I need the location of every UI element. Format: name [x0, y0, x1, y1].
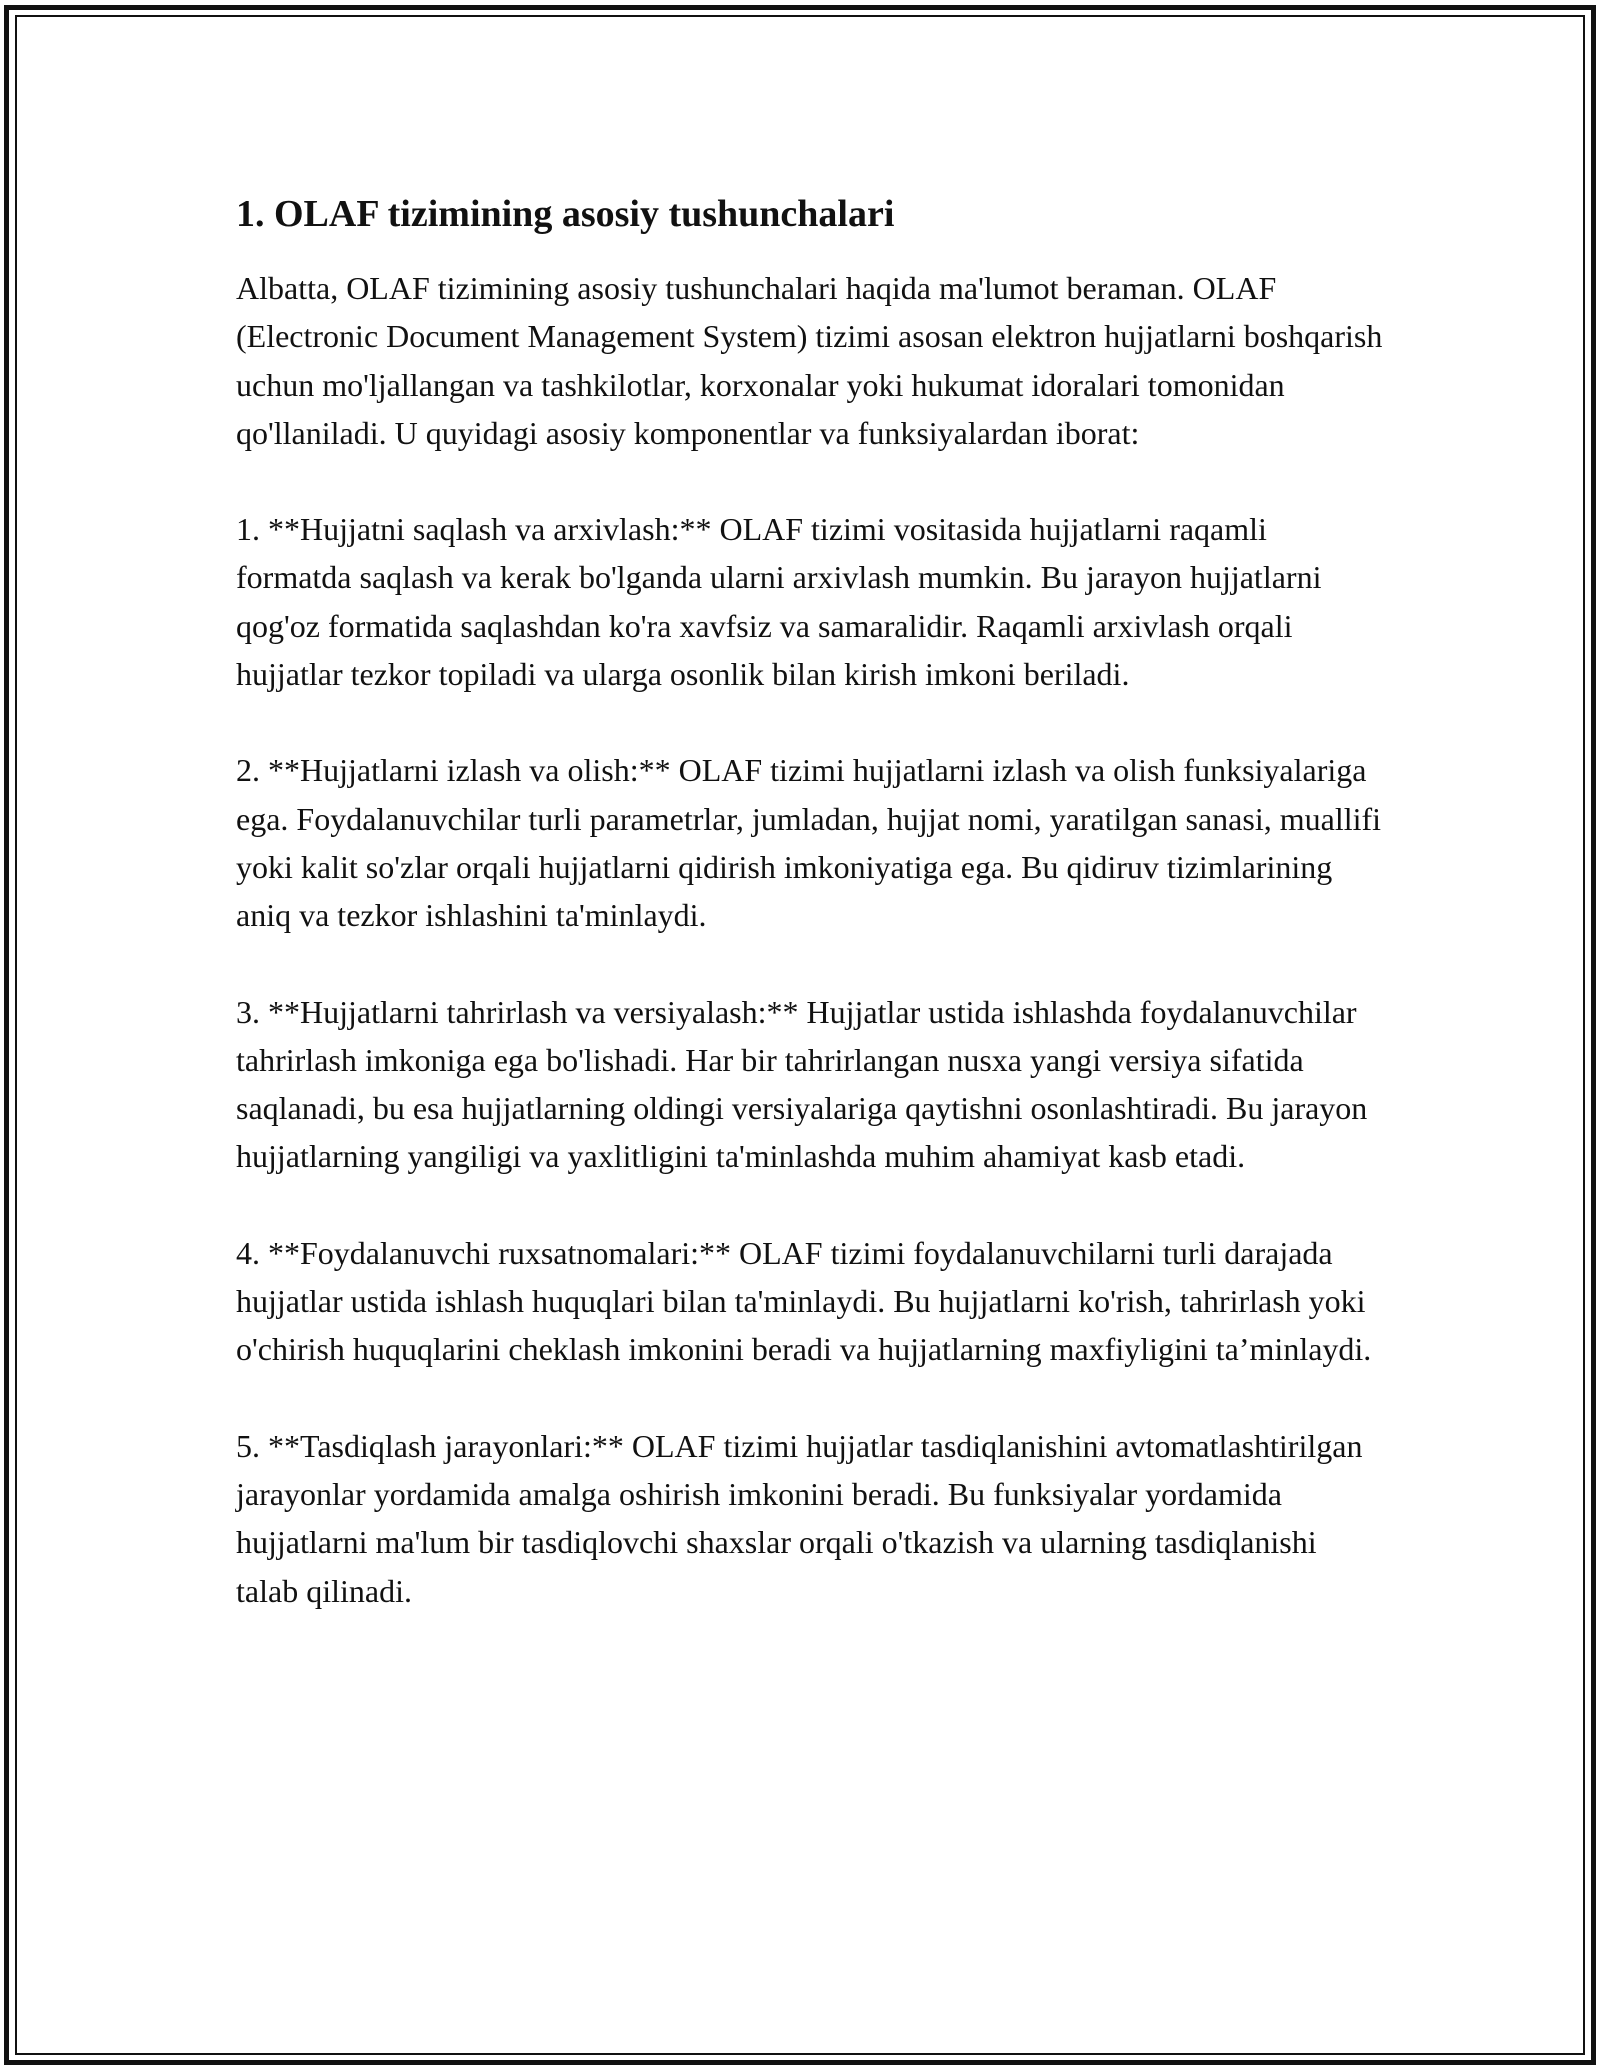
paragraph-document-editing: 3. **Hujjatlarni tahrirlash va versiyalash:** Hujjatlar ustida ishlashda foydalanuvchilar tahrirlash imkoniga ega bo'lishadi. Har bir tahrirlangan nusxa yangi versiya sifatida saqlanadi, bu esa hujjatlarning oldingi versiyalariga qaytishni osonlashtiradi. Bu jarayon hujjatlarning yangiligi va yaxlitligini ta'minlashda muhim ahamiyat kasb etadi. [236, 993, 1368, 1175]
intro-paragraph: Albatta, OLAF tizimining asosiy tushunchalari haqida ma'lumot beraman. OLAF (Electronic Document Management System) tizimi asosan elektron hujjatlarni boshqarish uchun mo'ljallangan va tashkilotlar, korxonalar yoki hukumat idoralari tomonidan qo'llaniladi. U quyidagi asosiy komponentlar va funksiyalardan iborat: [236, 270, 1383, 451]
paragraph-approval-processes: 5. **Tasdiqlash jarayonlari:** OLAF tizimi hujjatlar tasdiqlanishini avtomatlashtirilgan jarayonlar yordamida amalga oshirish imkonini beradi. Bu funksiyalar yordamida hujjatlarni ma'lum bir tasdiqlovchi shaxslar orqali o'tkazish va ularning tasdiqlanishi talab qilinadi. [236, 1427, 1363, 1609]
paragraph-document-storage: 1. **Hujjatni saqlash va arxivlash:** OLAF tizimi vositasida hujjatlarni raqamli formatda saqlash va kerak bo'lganda ularni arxivlash mumkin. Bu jarayon hujjatlarni qog'oz formatida saqlashdan ko'ra xavfsiz va samaralidir. Raqamli arxivlash orqali hujjatlar tezkor topiladi va ularga osonlik bilan kirish imkoni beriladi. [236, 511, 1322, 693]
paragraph-user-permissions: 4. **Foydalanuvchi ruxsatnomalari:** OLAF tizimi foydalanuvchilarni turli darajada hujjatlar ustida ishlash huquqlari bilan ta'minlaydi. Bu hujjatlarni ko'rish, tahrirlash yoki o'chirish huquqlarini cheklash imkonini beradi va hujjatlarning maxfiyligini ta’minlaydi. [236, 1234, 1372, 1368]
page-title: 1. OLAF tizimining asosiy tushunchalari [236, 193, 895, 235]
document-body [236, 186, 1386, 1663]
paragraph-document-search: 2. **Hujjatlarni izlash va olish:** OLAF tizimi hujjatlarni izlash va olish funksiyalariga ega. Foydalanuvchilar turli parametrlar, jumladan, hujjat nomi, yaratilgan sanasi, muallifi yoki kalit so'zlar orqali hujjatlarni qidirish imkoniyatiga ega. Bu qidiruv tizimlarining aniq va tezkor ishlashini ta'minlaydi. [236, 752, 1382, 934]
